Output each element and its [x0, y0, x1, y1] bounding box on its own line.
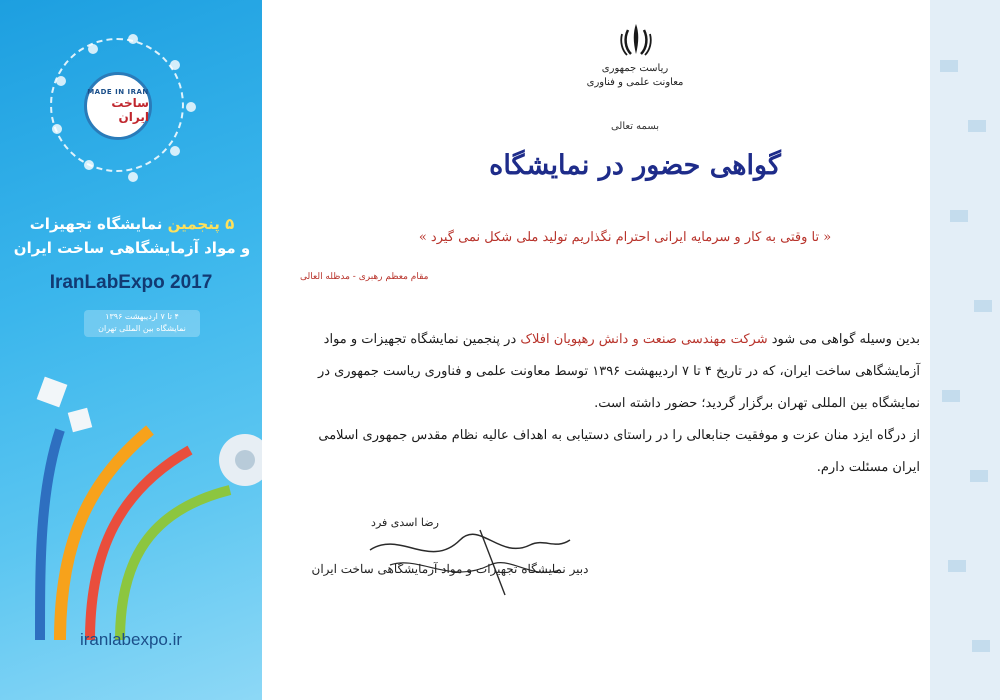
exhibition-title-line2: و مواد آزمایشگاهی ساخت ایران: [13, 239, 251, 257]
iran-emblem-icon: [616, 20, 656, 60]
icon-dot: [88, 44, 98, 54]
invocation: بسمه تعالی: [610, 121, 660, 132]
body-part2: از درگاه ایزد منان عزت و موفقیت جنابعالی را در راستای دستیابی به اهداف عالیه نظام مقدس جمهوری اسلامی ایران مسئلت دارم.: [318, 428, 920, 475]
org-line-1: ریاست جمهوری: [601, 63, 669, 74]
quote-author: مقام معظم رهبری - مدظله العالی: [300, 272, 429, 282]
exhibition-side-panel: [0, 0, 262, 700]
issuing-organization: [560, 62, 710, 90]
right-decorative-stripe: [930, 0, 1000, 700]
exhibition-website: iranlabexpo.ir: [79, 630, 183, 649]
icon-dot: [128, 172, 138, 182]
icon-dot: [84, 160, 94, 170]
exhibition-name: IranLabExpo 2017: [49, 272, 213, 293]
badge-persian-text: ساخت ایران: [111, 96, 149, 124]
exhibition-title-line1: نمایشگاه تجهیزات: [29, 215, 163, 233]
made-in-iran-badge: [84, 72, 152, 140]
icon-dot: [170, 60, 180, 70]
icon-dot: [128, 34, 138, 44]
body-prefix: بدین وسیله گواهی می شود: [767, 332, 920, 347]
certificate-body: [290, 324, 920, 484]
icon-dot: [186, 102, 196, 112]
icon-dot: [56, 76, 66, 86]
org-line-2: معاونت علمی و فناوری: [586, 77, 684, 88]
exhibition-venue: نمایشگاه بین المللی تهران: [98, 324, 186, 333]
badge-english-text: MADE IN IRAN: [87, 88, 149, 96]
certificate-title: گواهی حضور در نمایشگاه: [489, 150, 781, 181]
signatory-title: دبیر نمایشگاه تجهیزات و مواد آزمایشگاهی ساخت ایران: [311, 562, 589, 576]
exhibition-edition: ۵ پنجمین: [167, 215, 235, 233]
decorative-arrows: [0, 340, 262, 640]
date-venue-badge: [84, 310, 200, 337]
icon-dot: [52, 124, 62, 134]
exhibition-title: [6, 212, 258, 260]
signatory-name: رضا اسدی فرد: [371, 516, 439, 529]
company-name: شرکت مهندسی صنعت و دانش رهپویان افلاک: [520, 332, 768, 347]
leader-quote: « تا وقتی به کار و سرمایه ایرانی احترام نگذاریم تولید ملی شکل نمی گیرد »: [418, 230, 832, 245]
exhibition-dates: ۴ تا ۷ اردیبهشت ۱۳۹۶: [105, 312, 179, 321]
body-part1: در پنجمین نمایشگاه تجهیزات و مواد آزمایشگاهی ساخت ایران، که در تاریخ ۴ تا ۷ اردیبهشت ۱۳۹۶ توسط معاونت علمی و فناوری ریاست جمهوری در نمایشگاه بین المللی تهران برگزار گردید؛ حضور داشته است.: [317, 332, 920, 411]
icon-dot: [170, 146, 180, 156]
